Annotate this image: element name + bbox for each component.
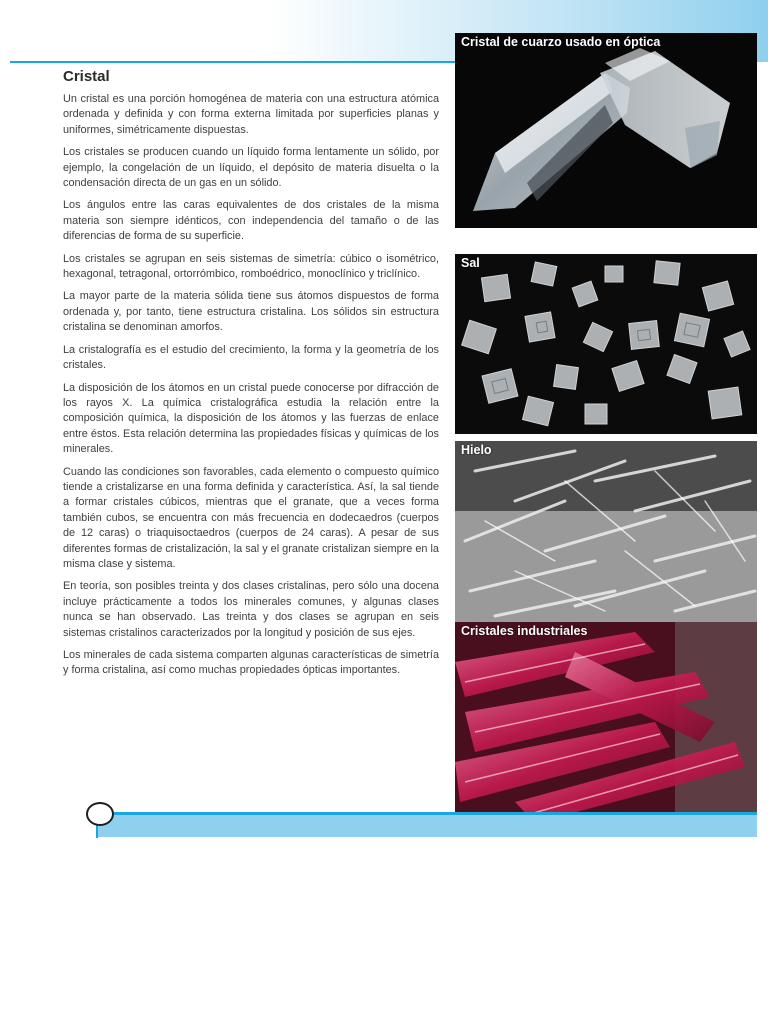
photo-caption: Sal xyxy=(461,256,480,270)
paragraph: La mayor parte de la materia sólida tiene sus átomos dispuestos de forma ordenada y, por tanto, tiene estructura cristalina. Los sólidos sin estructura cristalina se denominan amorfos. xyxy=(63,290,439,334)
paragraph: Los minerales de cada sistema comparten algunas características de simetría y forma cristalina, así como muchas propiedades ópticas importantes. xyxy=(63,649,439,677)
salt-illustration xyxy=(455,254,757,434)
paragraph: Los cristales se agrupan en seis sistemas de simetría: cúbico o isométrico, hexagonal, tetragonal, ortorrómbico, romboédrico, monoclínico y triclínico. xyxy=(63,252,439,281)
photo-salt xyxy=(455,254,757,434)
ice-illustration xyxy=(455,441,757,622)
article-title: Cristal xyxy=(63,68,110,85)
paragraph: Cuando las condiciones son favorables, cada elemento o compuesto químico tiende a cristalizarse en una forma definida y característica. Así, la sal tiende a formar cristales cúbicos, mientras que el granate, que a veces forma también cubos, se encuentra con más frecuencia en dodecaedros (cuerpos de 12 caras) o triaquisoctaedros (cuerpos de 24 caras). A pesar de sus diferentes formas de cristalización, la sal y el granate cristalizan siempre en la misma clase y sistema. xyxy=(63,465,439,570)
photo-industrial-crystals xyxy=(455,622,757,823)
page-number-circle xyxy=(86,802,114,826)
photo-caption: Hielo xyxy=(461,443,492,457)
footer-band xyxy=(97,815,757,837)
quartz-illustration xyxy=(455,33,757,228)
photo-caption: Cristales industriales xyxy=(461,624,588,638)
paragraph: Los ángulos entre las caras equivalentes de dos cristales de la misma materia son siempre idénticos, con independencia del tamaño o de las diferencias de forma de su superficie. xyxy=(63,199,439,243)
header-rule xyxy=(10,61,455,63)
article xyxy=(63,68,439,686)
paragraph: La disposición de los átomos en un cristal puede conocerse por difracción de los rayos X. La química cristalográfica estudia la relación entre la composición química, la disposición de los átomos y las fuerzas de enlace entre éstos. Esta relación determina las propiedades físicas y químicas de los minerales. xyxy=(63,381,439,456)
industrial-crystals-illustration xyxy=(455,622,757,823)
paragraph: En teoría, son posibles treinta y dos clases cristalinas, pero sólo una docena incluye prácticamente a todos los minerales comunes, y algunas clases nunca se han observado. Las treinta y dos clases se agrupan en seis sistemas cristalinos caracterizados por la longitud y posición de sus ejes. xyxy=(63,580,439,639)
photo-caption: Cristal de cuarzo usado en óptica xyxy=(461,35,661,49)
photo-quartz xyxy=(455,33,757,228)
photo-ice xyxy=(455,441,757,622)
paragraph: Un cristal es una porción homogénea de materia con una estructura atómica ordenada y definida y con forma externa limitada por superficies planas y uniformes, simétricamente dispuestas. xyxy=(63,93,439,136)
paragraph: La cristalografía es el estudio del crecimiento, la forma y la geometría de los cristales. xyxy=(63,343,439,372)
paragraph: Los cristales se producen cuando un líquido forma lentamente un sólido, por ejemplo, la congelación de un líquido, el depósito de materia disuelta o la condensación directa de un gas en un sólido. xyxy=(63,146,439,190)
